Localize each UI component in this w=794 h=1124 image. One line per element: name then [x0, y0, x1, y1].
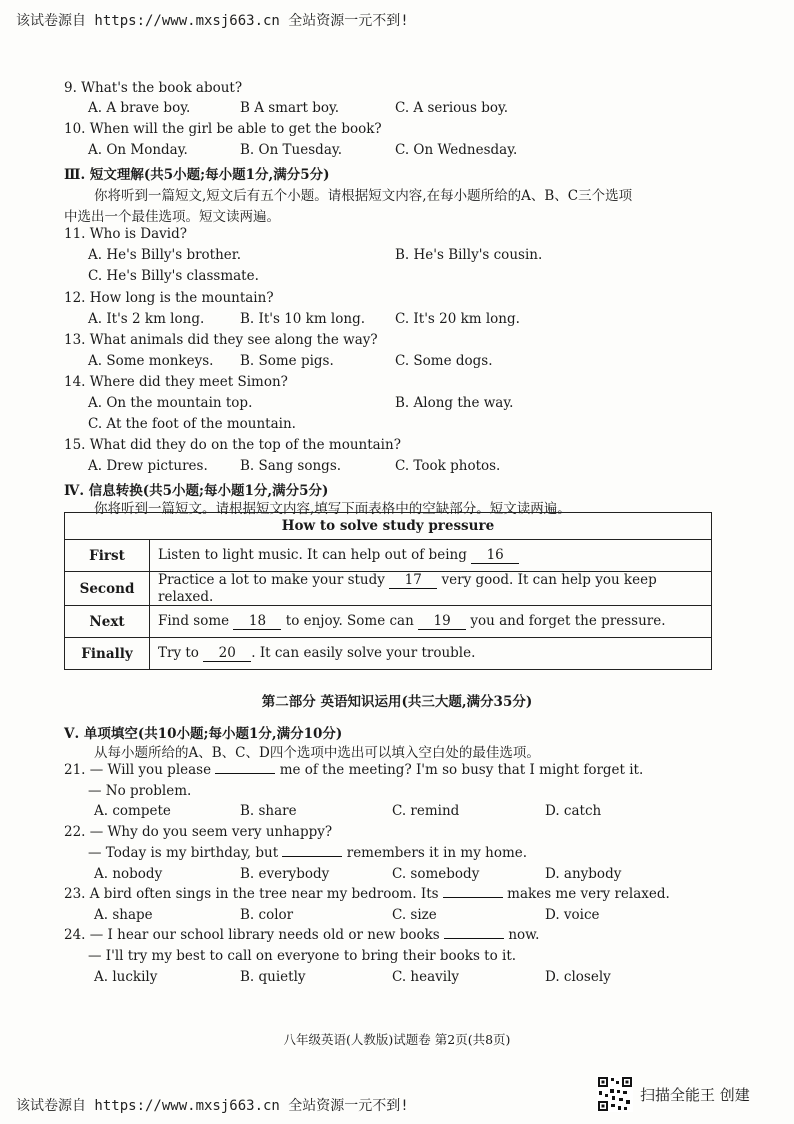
question-13-option-b: B. Some pigs.	[240, 353, 334, 369]
question-11-option-b: B. He's Billy's cousin.	[395, 247, 543, 263]
question-15-option-b: B. Sang songs.	[240, 458, 342, 474]
question-13-stem: 13. What animals did they see along the way?	[64, 332, 378, 348]
qr-code-icon	[597, 1076, 633, 1112]
question-22-reply: — Today is my birthday, but remembers it in my home.	[88, 845, 528, 861]
question-24-option-a: A. luckily	[94, 969, 158, 985]
question-10-stem: 10. When will the girl be able to get the book?	[64, 121, 382, 137]
blank-24[interactable]	[444, 938, 504, 939]
table-row	[65, 540, 712, 572]
question-24-option-b: B. quietly	[240, 969, 306, 985]
page-footer: 八年级英语(人教版)试题卷 第2页(共8页)	[283, 1032, 511, 1047]
blank-22[interactable]	[282, 856, 342, 857]
question-15-stem: 15. What did they do on the top of the mountain?	[64, 437, 401, 453]
study-pressure-table	[64, 512, 712, 670]
question-9-option-b: B A smart boy.	[240, 100, 340, 116]
blank-18[interactable]: 18	[233, 613, 281, 630]
blank-17[interactable]: 17	[389, 572, 437, 589]
question-9-option-c: C. A serious boy.	[395, 100, 509, 116]
question-24-option-c: C. heavily	[392, 969, 460, 985]
question-23-option-d: D. voice	[545, 907, 600, 923]
section-5-instructions: 从每小题所给的A、B、C、D四个选项中选出可以填入空白处的最佳选项。	[94, 745, 540, 761]
watermark-bottom: 该试卷源自 https://www.mxsj663.cn 全站资源一元不到!	[16, 1098, 409, 1114]
question-13-option-a: A. Some monkeys.	[88, 353, 214, 369]
question-12-option-a: A. It's 2 km long.	[88, 311, 205, 327]
question-10-option-a: A. On Monday.	[88, 142, 188, 158]
blank-20[interactable]: 20	[203, 645, 251, 662]
row-label-second: Second	[65, 572, 150, 606]
question-12-stem: 12. How long is the mountain?	[64, 290, 274, 306]
question-14-option-b: B. Along the way.	[395, 395, 514, 411]
question-14-option-c: C. At the foot of the mountain.	[88, 416, 296, 432]
question-12-option-c: C. It's 20 km long.	[395, 311, 520, 327]
blank-23[interactable]	[443, 897, 503, 898]
question-21-option-d: D. catch	[545, 803, 602, 819]
question-24-reply: — I'll try my best to call on everyone to bring their books to it.	[88, 948, 517, 964]
question-22-stem: 22. — Why do you seem very unhappy?	[64, 824, 333, 840]
row-content-next: Find some 18 to enjoy. Some can 19 you and forget the pressure.	[150, 606, 712, 638]
question-23-option-c: C. size	[392, 907, 437, 923]
question-21-reply: — No problem.	[88, 783, 192, 799]
question-22-option-c: C. somebody	[392, 866, 480, 882]
section-5-title: Ⅴ. 单项填空(共10小题;每小题1分,满分10分)	[64, 726, 343, 742]
question-21-stem: 21. — Will you please me of the meeting? I'm so busy that I might forget it.	[64, 762, 644, 778]
question-22-option-a: A. nobody	[94, 866, 163, 882]
blank-16[interactable]: 16	[471, 547, 519, 564]
question-23-stem: 23. A bird often sings in the tree near my bedroom. Its makes me very relaxed.	[64, 886, 670, 902]
question-24-option-d: D. closely	[545, 969, 611, 985]
question-14-stem: 14. Where did they meet Simon?	[64, 374, 288, 390]
row-label-first: First	[65, 540, 150, 572]
question-21-option-b: B. share	[240, 803, 297, 819]
section-4-instructions: 你将听到一篇短文。请根据短文内容,填写下面表格中的空缺部分。短文读两遍。	[94, 501, 571, 517]
section-3-title: Ⅲ. 短文理解(共5小题;每小题1分,满分5分)	[64, 167, 330, 183]
table-title: How to solve study pressure	[65, 513, 712, 540]
section-3-instructions-line1: 你将听到一篇短文,短文后有五个小题。请根据短文内容,在每小题所给的A、B、C三个选项	[94, 188, 633, 204]
table-row	[65, 638, 712, 670]
row-label-next: Next	[65, 606, 150, 638]
question-11-option-a: A. He's Billy's brother.	[88, 247, 242, 263]
question-10-option-b: B. On Tuesday.	[240, 142, 342, 158]
question-12-option-b: B. It's 10 km long.	[240, 311, 366, 327]
question-22-option-b: B. everybody	[240, 866, 330, 882]
question-21-option-a: A. compete	[94, 803, 171, 819]
scanner-credit: 扫描全能王 创建	[640, 1086, 750, 1104]
question-23-option-a: A. shape	[94, 907, 153, 923]
question-22-option-d: D. anybody	[545, 866, 622, 882]
blank-21[interactable]	[215, 773, 275, 774]
row-content-first: Listen to light music. It can help out of being 16	[150, 540, 712, 572]
part-2-heading: 第二部分 英语知识运用(共三大题,满分35分)	[261, 694, 533, 710]
row-label-finally: Finally	[65, 638, 150, 670]
section-3-instructions-line2: 中选出一个最佳选项。短文读两遍。	[64, 209, 280, 225]
question-24-stem: 24. — I hear our school library needs old or new books now.	[64, 927, 540, 943]
question-13-option-c: C. Some dogs.	[395, 353, 493, 369]
question-14-option-a: A. On the mountain top.	[88, 395, 253, 411]
row-content-second: Practice a lot to make your study 17 very good. It can help you keep relaxed.	[150, 572, 712, 606]
question-9-option-a: A. A brave boy.	[88, 100, 191, 116]
section-4-title: Ⅳ. 信息转换(共5小题;每小题1分,满分5分)	[64, 483, 329, 499]
question-23-option-b: B. color	[240, 907, 294, 923]
question-21-option-c: C. remind	[392, 803, 460, 819]
row-content-finally: Try to 20 . It can easily solve your trouble.	[150, 638, 712, 670]
question-11-option-c: C. He's Billy's classmate.	[88, 268, 259, 284]
blank-19[interactable]: 19	[418, 613, 466, 630]
table-row	[65, 572, 712, 606]
table-row	[65, 606, 712, 638]
question-15-option-a: A. Drew pictures.	[88, 458, 208, 474]
question-10-option-c: C. On Wednesday.	[395, 142, 518, 158]
question-9-stem: 9. What's the book about?	[64, 80, 243, 96]
question-11-stem: 11. Who is David?	[64, 226, 187, 242]
question-15-option-c: C. Took photos.	[395, 458, 501, 474]
watermark-top: 该试卷源自 https://www.mxsj663.cn 全站资源一元不到!	[16, 13, 409, 29]
